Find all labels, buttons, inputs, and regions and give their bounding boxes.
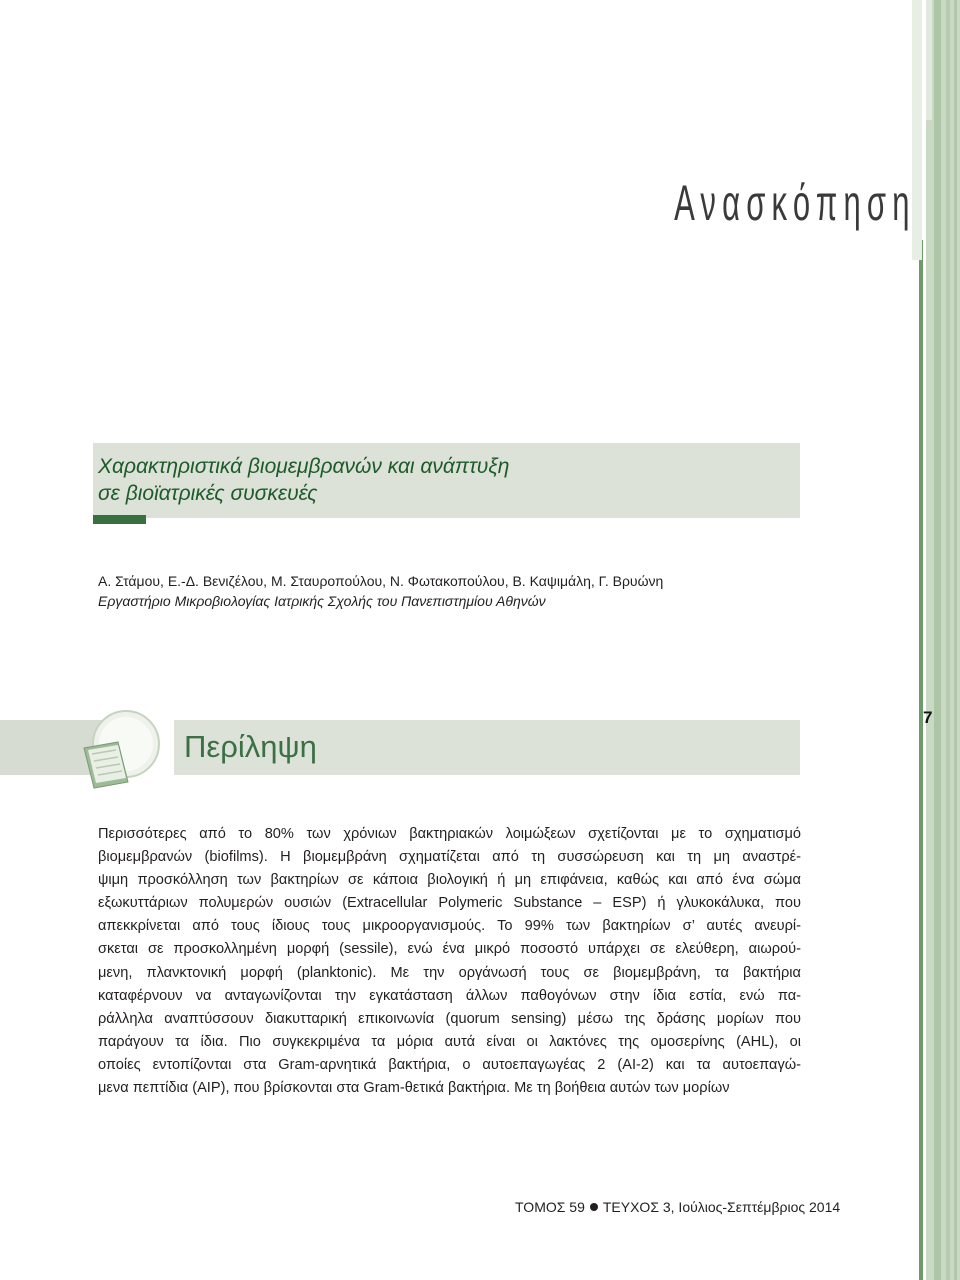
page-number: 7 xyxy=(923,708,933,727)
abstract-line: Περισσότερες από το 80% των χρόνιων βακτηριακών λοιμώξεων σχετίζονται με το σχηματισμό xyxy=(98,826,801,842)
bullet-icon xyxy=(590,1203,598,1211)
article-title-line: σε βιοϊατρικές συσκευές xyxy=(98,482,318,505)
abstract-line: οποίες εντοπίζονται στα Gram-αρνητικά βακτήρια, ο αυτοεπαγωγέας 2 (AI-2) και τα αυτοεπαγώ- xyxy=(98,1056,801,1073)
footer-issue: ΤΕΥΧΟΣ 3, Ιούλιος-Σεπτέμβριος 2014 xyxy=(602,1199,841,1215)
abstract-line: απεκκρίνεται από τους ίδιους τους μικροοργανισμούς. Το 99% των βακτηρίων σ’ αυτές ανευρί- xyxy=(98,918,801,935)
book-icon xyxy=(74,704,168,792)
title-accent-bar xyxy=(93,515,146,524)
abstract-heading: Περίληψη xyxy=(184,729,317,764)
abstract-line: καταφέρνουν να ανταγωνίζονται την εγκατάσταση άλλων παθογόνων στην ίδια εστία, ενώ πα- xyxy=(98,987,801,1004)
affiliation: Εργαστήριο Μικροβιολογίας Ιατρικής Σχολής του Πανεπιστημίου Αθηνών xyxy=(98,593,546,609)
section-heading: Ανασκόπηση xyxy=(674,175,916,231)
footer-volume: ΤΟΜΟΣ 59 xyxy=(515,1199,585,1215)
article-title-line: Χαρακτηριστικά βιομεμβρανών και ανάπτυξη xyxy=(98,455,510,478)
abstract-line: βιομεμβρανών (biofilms). Η βιομεμβράνη σχηματίζεται από τη συσσώρευση και τη μη αναστρέ- xyxy=(98,849,801,866)
abstract-line: σκεται σε προσκολλημένη μορφή (sessile), ενώ ένα μικρό ποσοστό υπάρχει σε ελεύθερη, αιωρού- xyxy=(98,941,801,958)
abstract-line: ράλληλα αναπτύσσουν διακυτταρική επικοινωνία (quorum sensing) μέσω της δράσης μορίων που xyxy=(98,1010,801,1027)
abstract-line: ψιμη προσκόλληση των βακτηρίων σε κάποια βιολογική ή μη επιφάνεια, καθώς και από ένα σώμα xyxy=(98,872,801,889)
abstract-line: εξωκυττάριων πολυμερών ουσιών (Extracellular Polymeric Substance – ESP) ή γλυκοκάλυκα, που xyxy=(98,895,801,912)
abstract-line: παράγουν τα ίδια. Πιο συγκεκριμένα τα μόρια αυτά είναι οι λακτόνες της ομοσερίνης (AHL), οι xyxy=(98,1033,801,1050)
abstract-body xyxy=(98,823,801,1100)
journal-footer xyxy=(515,1199,840,1215)
abstract-line: μενα πεπτίδια (AIP), που βρίσκονται στα Gram-θετικά βακτήρια. Με τη βοήθεια αυτών των μορίων xyxy=(98,1080,730,1097)
author-list: Α. Στάμου, Ε.-Δ. Βενιζέλου, Μ. Σταυροπούλου, Ν. Φωτακοπούλου, Β. Καψιμάλη, Γ. Βρυώνη xyxy=(98,573,664,589)
article-title xyxy=(98,453,509,507)
abstract-line: μενη, πλανκτονική μορφή (planktonic). Με την οργάνωσή τους σε βιομεμβράνη, τα βακτήρια xyxy=(98,964,801,981)
